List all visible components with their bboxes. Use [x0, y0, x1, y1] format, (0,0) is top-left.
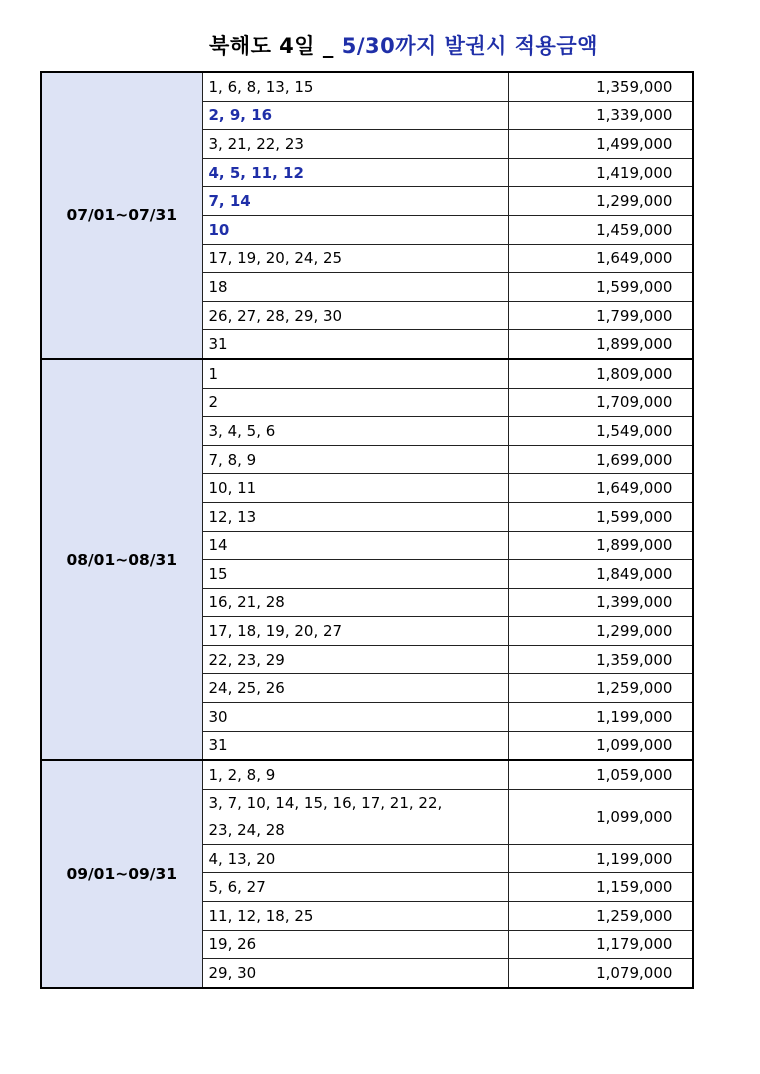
page-title	[209, 30, 598, 60]
price-cell: 1,299,000	[508, 187, 693, 216]
price-cell: 1,099,000	[508, 789, 693, 844]
price-cell: 1,599,000	[508, 273, 693, 302]
departure-days-cell: 19, 26	[202, 930, 508, 959]
price-cell: 1,399,000	[508, 588, 693, 617]
price-cell: 1,199,000	[508, 844, 693, 873]
price-cell: 1,649,000	[508, 244, 693, 273]
price-cell: 1,899,000	[508, 531, 693, 560]
price-cell: 1,649,000	[508, 474, 693, 503]
departure-days-cell: 22, 23, 29	[202, 645, 508, 674]
price-cell: 1,809,000	[508, 359, 693, 388]
price-cell: 1,079,000	[508, 959, 693, 988]
departure-days-cell: 31	[202, 330, 508, 359]
departure-days-cell: 11, 12, 18, 25	[202, 902, 508, 931]
price-cell: 1,549,000	[508, 417, 693, 446]
price-cell: 1,159,000	[508, 873, 693, 902]
departure-days-cell: 3, 4, 5, 6	[202, 417, 508, 446]
departure-days-cell: 2	[202, 388, 508, 417]
departure-days-cell: 12, 13	[202, 502, 508, 531]
price-cell: 1,059,000	[508, 760, 693, 789]
departure-days-cell: 10	[202, 215, 508, 244]
departure-days-cell: 10, 11	[202, 474, 508, 503]
table-row	[41, 359, 693, 388]
departure-days-cell: 24, 25, 26	[202, 674, 508, 703]
table-row	[41, 72, 693, 101]
price-cell: 1,359,000	[508, 72, 693, 101]
departure-days-cell: 3, 7, 10, 14, 15, 16, 17, 21, 22, 23, 24, 28	[202, 789, 508, 844]
departure-days-cell: 17, 19, 20, 24, 25	[202, 244, 508, 273]
departure-days-cell: 18	[202, 273, 508, 302]
departure-days-cell: 2, 9, 16	[202, 101, 508, 130]
price-cell: 1,299,000	[508, 617, 693, 646]
date-range-cell: 07/01~07/31	[41, 72, 202, 359]
date-range-cell: 09/01~09/31	[41, 760, 202, 988]
departure-days-cell: 1, 2, 8, 9	[202, 760, 508, 789]
price-cell: 1,699,000	[508, 445, 693, 474]
price-cell: 1,259,000	[508, 902, 693, 931]
price-cell: 1,199,000	[508, 703, 693, 732]
departure-days-cell: 1, 6, 8, 13, 15	[202, 72, 508, 101]
price-table	[40, 71, 694, 989]
price-cell: 1,099,000	[508, 731, 693, 760]
date-group	[41, 359, 693, 760]
date-group	[41, 72, 693, 359]
table-row	[41, 760, 693, 789]
departure-days-cell: 7, 14	[202, 187, 508, 216]
departure-days-cell: 17, 18, 19, 20, 27	[202, 617, 508, 646]
price-cell: 1,799,000	[508, 301, 693, 330]
departure-days-cell: 26, 27, 28, 29, 30	[202, 301, 508, 330]
price-cell: 1,899,000	[508, 330, 693, 359]
price-cell: 1,359,000	[508, 645, 693, 674]
departure-days-cell: 29, 30	[202, 959, 508, 988]
price-cell: 1,339,000	[508, 101, 693, 130]
date-range-cell: 08/01~08/31	[41, 359, 202, 760]
departure-days-cell: 16, 21, 28	[202, 588, 508, 617]
price-cell: 1,419,000	[508, 158, 693, 187]
departure-days-cell: 4, 5, 11, 12	[202, 158, 508, 187]
departure-days-cell: 3, 21, 22, 23	[202, 130, 508, 159]
departure-days-cell: 4, 13, 20	[202, 844, 508, 873]
price-cell: 1,499,000	[508, 130, 693, 159]
departure-days-cell: 30	[202, 703, 508, 732]
departure-days-cell: 31	[202, 731, 508, 760]
price-cell: 1,709,000	[508, 388, 693, 417]
departure-days-cell: 7, 8, 9	[202, 445, 508, 474]
departure-days-cell: 1	[202, 359, 508, 388]
price-cell: 1,259,000	[508, 674, 693, 703]
price-cell: 1,179,000	[508, 930, 693, 959]
departure-days-cell: 5, 6, 27	[202, 873, 508, 902]
departure-days-cell: 14	[202, 531, 508, 560]
price-cell: 1,599,000	[508, 502, 693, 531]
title-prefix: 북해도 4일 _	[209, 34, 342, 58]
price-cell: 1,459,000	[508, 215, 693, 244]
price-cell: 1,849,000	[508, 560, 693, 589]
date-group	[41, 760, 693, 988]
departure-days-cell: 15	[202, 560, 508, 589]
title-highlight: 5/30까지 발권시 적용금액	[341, 34, 598, 58]
